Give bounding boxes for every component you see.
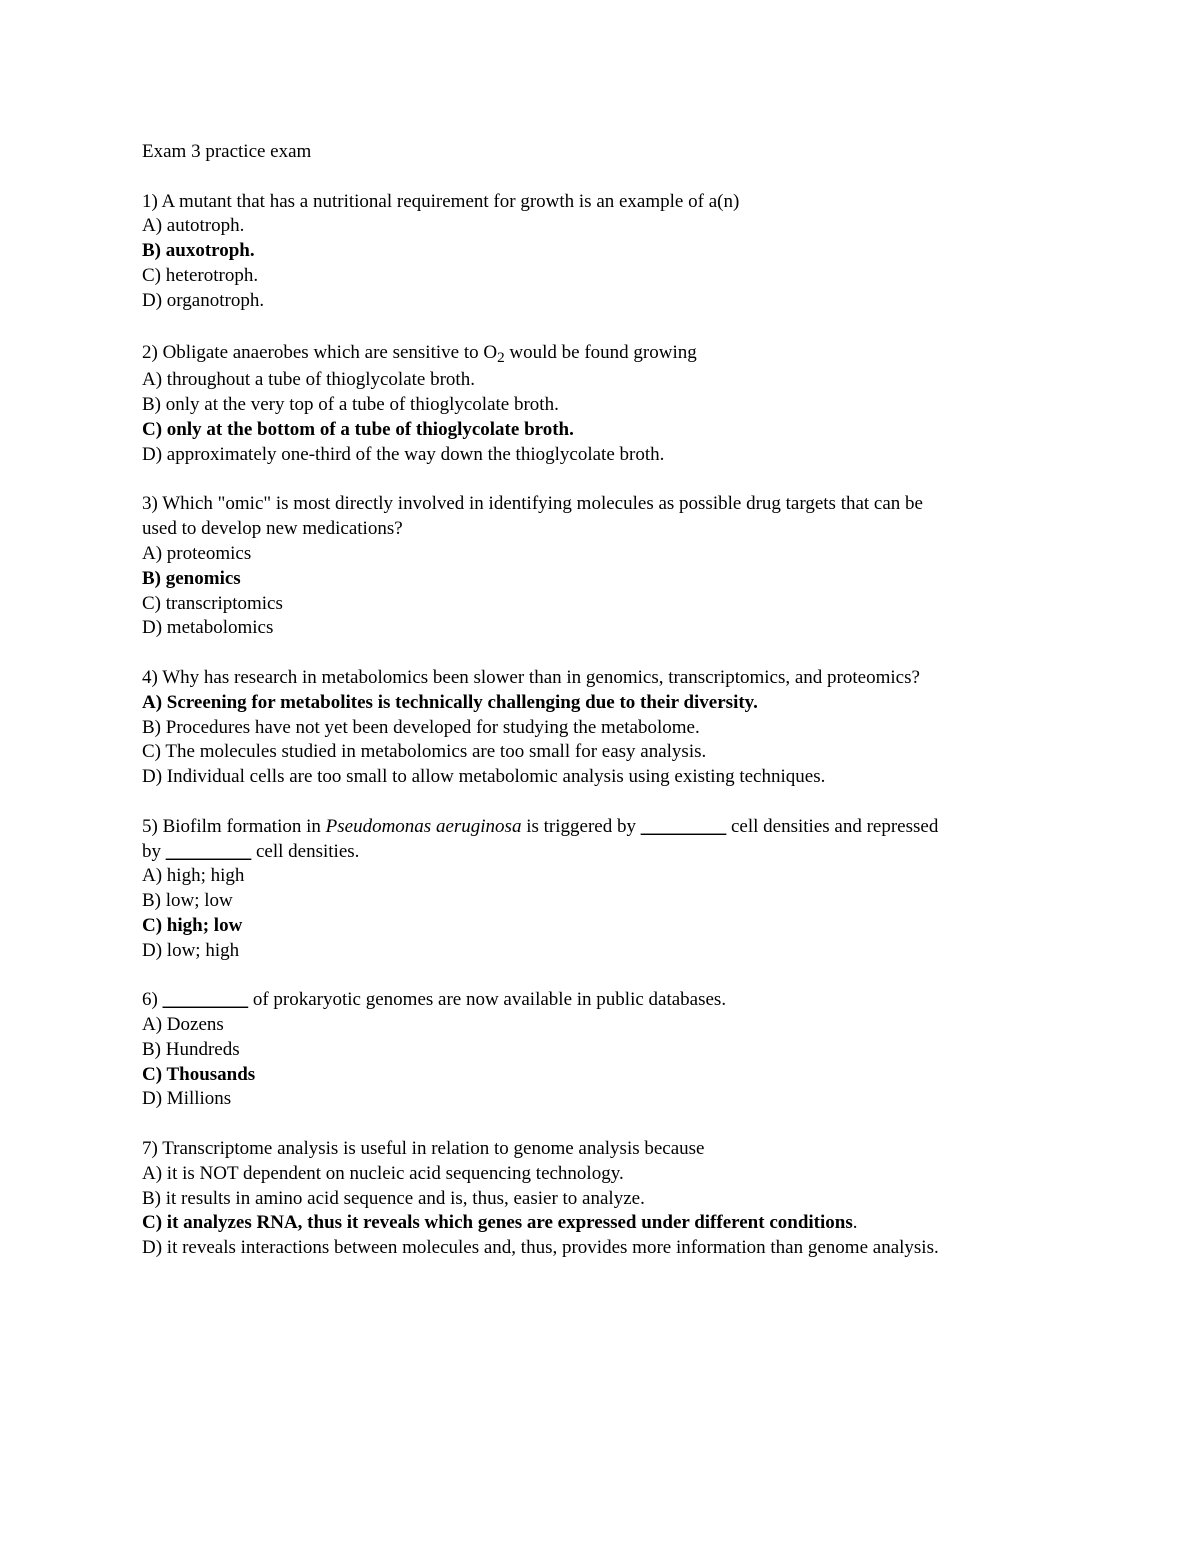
question-5-line-2-start: by xyxy=(142,840,166,862)
question-5-blank-2: _________ xyxy=(165,840,252,862)
question-5-option-b: B) low; low xyxy=(142,890,233,912)
question-5 xyxy=(142,815,1142,964)
question-4 xyxy=(142,666,1142,790)
page-title: Exam 3 practice exam xyxy=(142,141,312,162)
exam-page xyxy=(142,140,1142,1286)
question-2-option-a: A) throughout a tube of thioglycolate broth. xyxy=(142,369,475,391)
question-2-stem xyxy=(142,338,1142,368)
question-3-option-b-correct: B) genomics xyxy=(142,567,241,589)
question-4-option-b: B) Procedures have not yet been developed for studying the metabolome. xyxy=(142,716,700,738)
question-5-stem-text-mid: is triggered by xyxy=(521,815,641,837)
question-5-line-2-end: cell densities. xyxy=(251,840,360,862)
question-6-stem xyxy=(142,988,1142,1013)
question-4-option-d: D) Individual cells are too small to allow metabolomic analysis using existing techniques. xyxy=(142,766,826,788)
question-5-option-d: D) low; high xyxy=(142,939,240,961)
question-1-option-b-correct: B) auxotroph. xyxy=(142,240,255,262)
question-1 xyxy=(142,190,1142,314)
question-6 xyxy=(142,988,1142,1112)
question-4-stem: 4) Why has research in metabolomics been slower than in genomics, transcriptomics, and proteomics? xyxy=(142,666,920,688)
question-3-stem-line-1: 3) Which "omic" is most directly involved in identifying molecules as possible drug targets that can be xyxy=(142,493,923,515)
question-1-stem: 1) A mutant that has a nutritional requirement for growth is an example of a(n) xyxy=(142,190,740,212)
question-6-option-b: B) Hundreds xyxy=(142,1038,240,1060)
question-3-option-c: C) transcriptomics xyxy=(142,592,283,614)
question-7-option-a: A) it is NOT dependent on nucleic acid sequencing technology. xyxy=(142,1162,624,1184)
question-7-option-d: D) it reveals interactions between molecules and, thus, provides more information than genome analysis. xyxy=(142,1237,939,1259)
question-2-option-b: B) only at the very top of a tube of thioglycolate broth. xyxy=(142,394,559,416)
question-2-option-c-correct: C) only at the bottom of a tube of thioglycolate broth. xyxy=(142,418,574,440)
question-1-option-c: C) heterotroph. xyxy=(142,264,259,286)
question-3 xyxy=(142,492,1142,641)
question-3-option-a: A) proteomics xyxy=(142,542,252,564)
question-4-option-a-correct: A) Screening for metabolites is technically challenging due to their diversity. xyxy=(142,691,758,713)
question-4-option-c: C) The molecules studied in metabolomics are too small for easy analysis. xyxy=(142,741,707,763)
question-5-stem-line-1 xyxy=(142,815,1142,840)
question-6-option-a: A) Dozens xyxy=(142,1014,224,1036)
question-5-blank-1: _________ xyxy=(640,815,727,837)
question-3-stem-line-2: used to develop new medications? xyxy=(142,518,403,540)
question-2 xyxy=(142,338,1142,467)
question-5-stem-line-2 xyxy=(142,840,1142,865)
question-7-stem: 7) Transcriptome analysis is useful in relation to genome analysis because xyxy=(142,1138,705,1160)
question-6-stem-start: 6) xyxy=(142,989,163,1011)
question-6-stem-end: of prokaryotic genomes are now available in public databases. xyxy=(248,989,727,1011)
question-6-option-d: D) Millions xyxy=(142,1088,232,1110)
question-7-option-c-period: . xyxy=(852,1212,858,1234)
question-5-option-a: A) high; high xyxy=(142,865,245,887)
question-7-option-b: B) it results in amino acid sequence and is, thus, easier to analyze. xyxy=(142,1187,645,1209)
question-2-stem-subscript: 2 xyxy=(497,349,505,367)
question-2-stem-text-end: would be found growing xyxy=(504,342,697,364)
question-7-option-c-correct: C) it analyzes RNA, thus it reveals which genes are expressed under different conditions xyxy=(142,1212,853,1234)
question-5-species-name: Pseudomonas aeruginosa xyxy=(325,815,522,837)
question-5-stem-text-end: cell densities and repressed xyxy=(726,815,939,837)
question-7-option-c-line xyxy=(142,1211,1142,1236)
question-3-option-d: D) metabolomics xyxy=(142,617,274,639)
question-6-option-c-correct: C) Thousands xyxy=(142,1063,256,1085)
question-1-option-d: D) organotroph. xyxy=(142,289,265,311)
question-7 xyxy=(142,1137,1142,1261)
question-5-option-c-correct: C) high; low xyxy=(142,914,243,936)
question-6-blank: _________ xyxy=(162,989,249,1011)
question-2-option-d: D) approximately one-third of the way down the thioglycolate broth. xyxy=(142,443,665,465)
question-5-stem-text: 5) Biofilm formation in xyxy=(142,815,326,837)
question-2-stem-text: 2) Obligate anaerobes which are sensitive to O xyxy=(142,342,498,364)
question-1-option-a: A) autotroph. xyxy=(142,215,245,237)
